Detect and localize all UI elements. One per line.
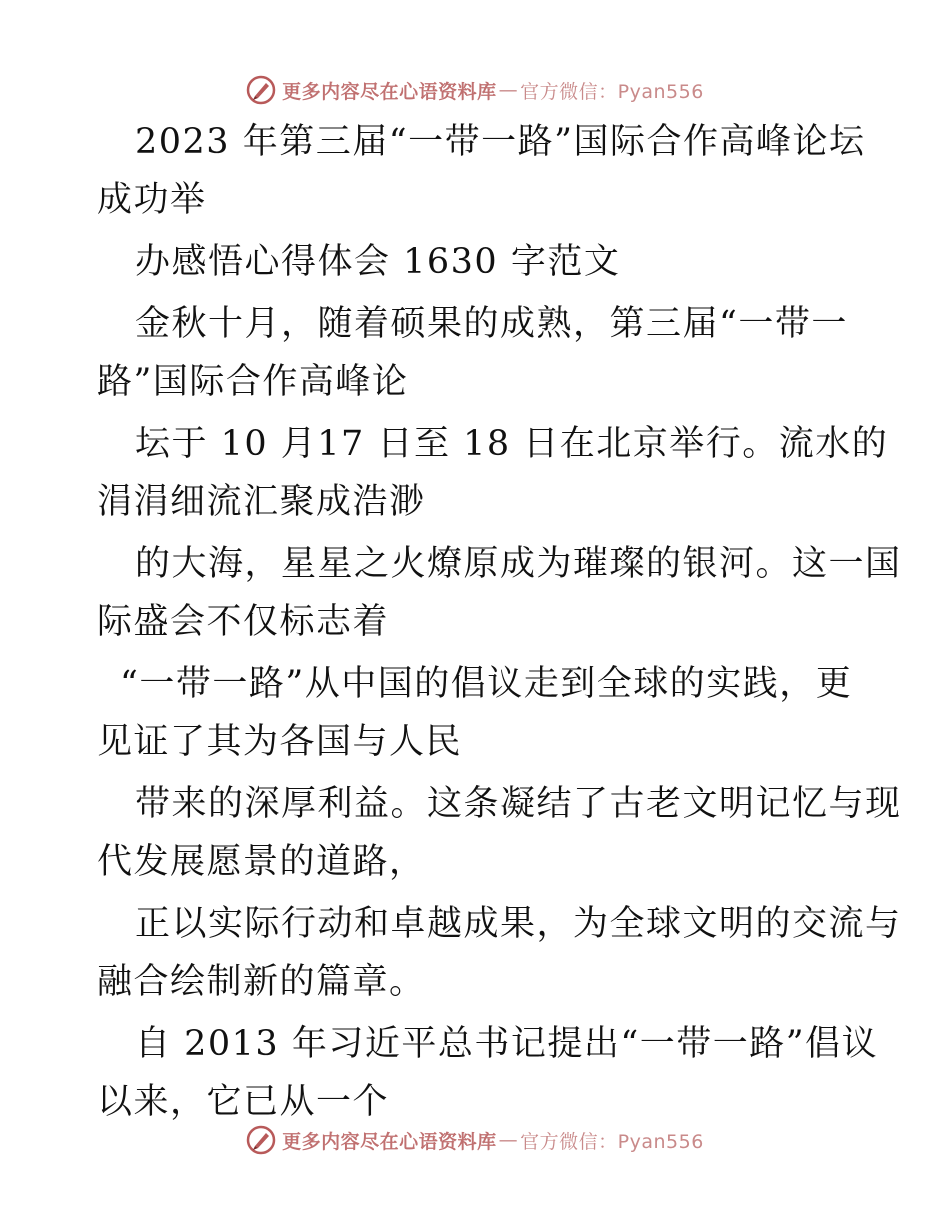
- watermark-brand: 更多内容尽在心语资料库: [282, 80, 497, 103]
- body-line: “一带一路”从中国的倡议走到全球的实践，更: [120, 664, 853, 704]
- body-line: 路”国际合作高峰论: [97, 362, 409, 402]
- body-line: 2023 年第三届“一带一路”国际合作高峰论坛: [135, 122, 866, 162]
- body-line: 以来，它已从一个: [97, 1082, 390, 1122]
- watermark-separator: —: [498, 79, 519, 101]
- watermark-separator: —: [498, 1129, 519, 1151]
- pen-logo-icon: [246, 75, 276, 105]
- watermark-wechat: 官方微信：Pyan556: [520, 80, 704, 103]
- body-line: 见证了其为各国与人民: [97, 722, 463, 762]
- body-line: 金秋十月，随着硕果的成熟，第三届“一带一: [135, 304, 848, 344]
- header-watermark: [0, 70, 950, 110]
- pen-logo-icon: [246, 1125, 276, 1155]
- body-line: 自 2013 年习近平总书记提出“一带一路”倡议: [135, 1024, 879, 1064]
- body-line: 代发展愿景的道路，: [97, 842, 426, 882]
- body-line: 坛于 10 月17 日至 18 日在北京举行。流水的: [135, 424, 889, 464]
- body-line: 带来的深厚利益。这条凝结了古老文明记忆与现: [135, 784, 902, 824]
- body-line: 正以实际行动和卓越成果，为全球文明的交流与: [135, 904, 902, 944]
- footer-watermark: [0, 1120, 950, 1160]
- watermark-brand: 更多内容尽在心语资料库: [282, 1130, 497, 1153]
- body-line: 办感悟心得体会 1630 字范文: [135, 242, 621, 282]
- body-line: 涓涓细流汇聚成浩渺: [97, 482, 426, 522]
- body-line: 的大海，星星之火燎原成为璀璨的银河。这一国: [135, 544, 902, 584]
- watermark-wechat: 官方微信：Pyan556: [520, 1130, 704, 1153]
- body-line: 成功举: [97, 180, 207, 220]
- body-line: 际盛会不仅标志着: [97, 602, 390, 642]
- body-line: 融合绘制新的篇章。: [97, 962, 426, 1002]
